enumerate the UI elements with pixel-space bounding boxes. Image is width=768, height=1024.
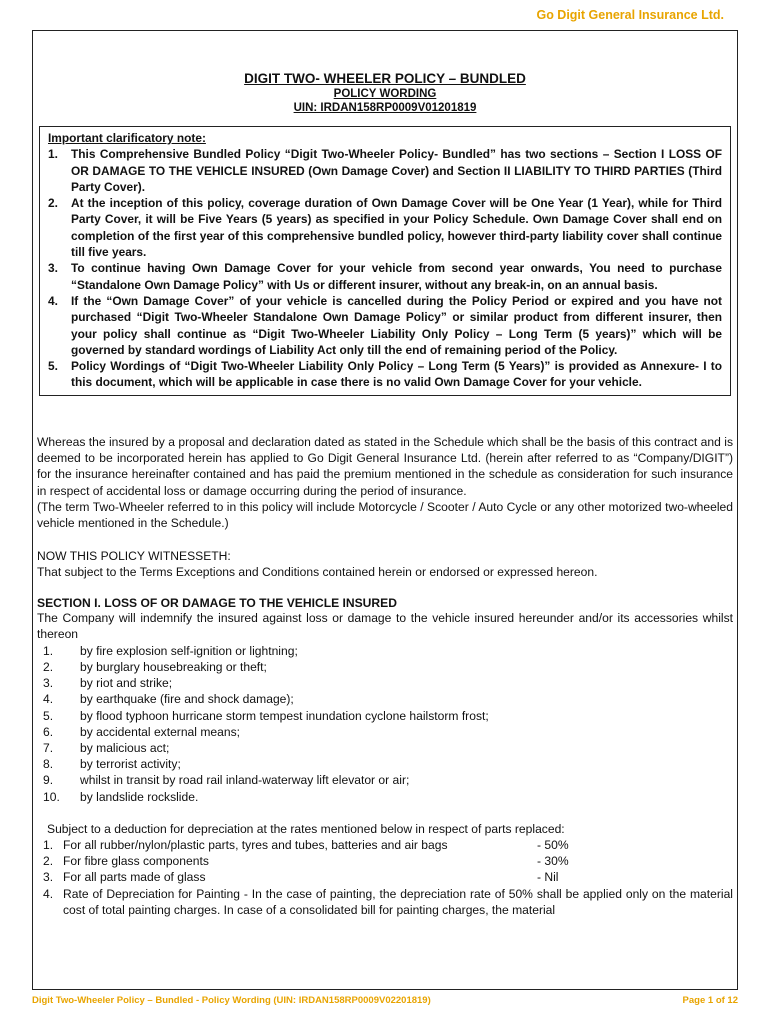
document-subtitle: POLICY WORDING [333,88,437,100]
peril-number: 7. [43,740,54,755]
depreciation-label: For all parts made of glass [63,870,206,885]
note-item-text: If the “Own Damage Cover” of your vehicle is cancelled during the Policy Period or expired and you have not purchased “Digit Two-Wheeler Standalone Own Damage Policy” or similar product from different insurer, then your policy shall continue as “Digit Two-Wheeler Liability Only Policy – Long Term (5 years)” which will be governed by standard wordings of Liability Act only till the end of remaining period of the Policy. [71,293,722,357]
peril-number: 10. [43,789,60,804]
peril-number: 4. [43,692,54,707]
note-item [48,195,722,260]
peril-number: 9. [43,773,54,788]
peril-text: by earthquake (fire and shock damage); [80,692,294,707]
peril-item [43,789,737,805]
peril-text: by malicious act; [80,740,170,755]
title-block [33,71,737,114]
two-wheeler-definition: (The term Two-Wheeler referred to in this policy will include Motorcycle / Scooter / Auto Cycle or any other motorized two-wheeled vehicle mentioned in the Schedule.) [37,499,733,531]
depreciation-label: For all rubber/nylon/plastic parts, tyres and tubes, batteries and air bags [63,838,448,853]
peril-item [43,756,737,772]
footer-page-number: Page 1 of 12 [682,995,738,1006]
note-item [48,146,722,195]
peril-item [43,740,737,756]
peril-number: 8. [43,757,54,772]
peril-item [43,659,737,675]
note-item-text: At the inception of this policy, coverage duration of Own Damage Cover will be One Year (1 Year), while for Third Party Cover, it will be Five Years (5 years) as specified in your Policy Schedule. Own Damage Cover shall end on completion of the first year of this comprehensive bundled policy, however third-party liability cover shall continue till five years. [71,196,722,260]
subject-line: That subject to the Terms Exceptions and Conditions contained herein or endorsed or expressed hereon. [37,564,598,579]
peril-number: 3. [43,676,54,691]
peril-item [43,772,737,788]
policy-page [32,30,738,990]
painting-depreciation-text: Rate of Depreciation for Painting - In the case of painting, the depreciation rate of 50% shall be applied only on the material cost of total painting charges. In case of a consolidated bill for painting charges, the material [63,886,733,917]
depreciation-rate: - 50% [537,838,569,853]
peril-item [43,724,737,740]
peril-number: 5. [43,708,54,723]
depreciation-item [43,853,733,869]
note-item [48,293,722,358]
note-item-number: 4. [48,293,58,308]
section-1-intro: The Company will indemnify the insured against loss or damage to the vehicle insured hereunder and/or its accessories whilst thereon [37,611,733,642]
note-item-number: 2. [48,196,58,211]
peril-text: whilst in transit by road rail inland-waterway lift elevator or air; [80,773,410,788]
document-title: DIGIT TWO- WHEELER POLICY – BUNDLED [244,71,526,86]
peril-text: by burglary housebreaking or theft; [80,659,267,674]
peril-item [43,708,737,724]
peril-number: 2. [43,659,54,674]
peril-item [43,675,737,691]
peril-text: by terrorist activity; [80,757,181,772]
page-footer [32,995,738,1006]
note-heading: Important clarificatory note: [48,131,206,145]
peril-text: by riot and strike; [80,676,173,691]
note-item-text: Policy Wordings of “Digit Two-Wheeler Liability Only Policy – Long Term (5 Years)” is provided as Annexure- I to this document, which will be applicable in case there is no valid Own Damage Cover for your vehicle. [71,359,722,390]
depreciation-list [43,837,733,918]
depreciation-item [43,837,733,853]
note-list [48,146,722,390]
note-item-number: 1. [48,147,58,162]
witnesseth-line: NOW THIS POLICY WITNESSETH: [37,548,231,563]
note-item [48,260,722,293]
section-1-heading: SECTION I. LOSS OF OR DAMAGE TO THE VEHICLE INSURED [37,596,397,611]
note-item [48,358,722,391]
note-item-number: 5. [48,359,58,374]
peril-item [43,691,737,707]
peril-item [43,643,737,659]
depreciation-number: 3. [43,870,54,885]
peril-text: by accidental external means; [80,724,240,739]
depreciation-number: 2. [43,854,54,869]
depreciation-label: For fibre glass components [63,854,209,869]
peril-number: 1. [43,643,54,658]
depreciation-item [43,869,733,885]
peril-text: by fire explosion self-ignition or lightning; [80,643,298,658]
note-item-text: To continue having Own Damage Cover for your vehicle from second year onwards, You need to purchase “Standalone Own Damage Policy” with Us or different insurer, without any break-in, on an annual basis. [71,261,722,292]
whereas-paragraph: Whereas the insured by a proposal and declaration dated as stated in the Schedule which shall be the basis of this contract and is deemed to be incorporated herein has applied to Go Digit General Insurance Ltd. (herein after referred to as “Company/DIGIT”) for the insurance hereinafter contained and has paid the premium mentioned in the schedule as consideration for such insurance in respect of accidental loss or damage occurring during the period of insurance. [37,434,733,498]
depreciation-rate: - 30% [537,854,569,869]
company-header: Go Digit General Insurance Ltd. [536,8,724,22]
depreciation-number: 1. [43,838,54,853]
depreciation-item-painting [43,886,733,918]
note-item-text: This Comprehensive Bundled Policy “Digit Two-Wheeler Policy- Bundled” has two sections – Section I LOSS OF OR DAMAGE TO THE VEHICLE INSURED (Own Damage Cover) and Section II LIABILITY TO THIRD PARTIES (Third Party Cover). [71,147,722,194]
footer-policy-reference: Digit Two-Wheeler Policy – Bundled - Policy Wording (UIN: IRDAN158RP0009V02201819) [32,995,431,1006]
clarificatory-note-box [39,126,731,396]
depreciation-rate: - Nil [537,870,559,885]
peril-text: by flood typhoon hurricane storm tempest inundation cyclone hailstorm frost; [80,708,489,723]
depreciation-intro: Subject to a deduction for depreciation at the rates mentioned below in respect of parts replaced: [47,821,565,836]
peril-text: by landslide rockslide. [80,789,199,804]
peril-list [43,643,737,805]
document-uin: UIN: IRDAN158RP0009V01201819 [293,102,477,114]
peril-number: 6. [43,724,54,739]
depreciation-number: 4. [43,886,54,901]
note-item-number: 3. [48,261,58,276]
